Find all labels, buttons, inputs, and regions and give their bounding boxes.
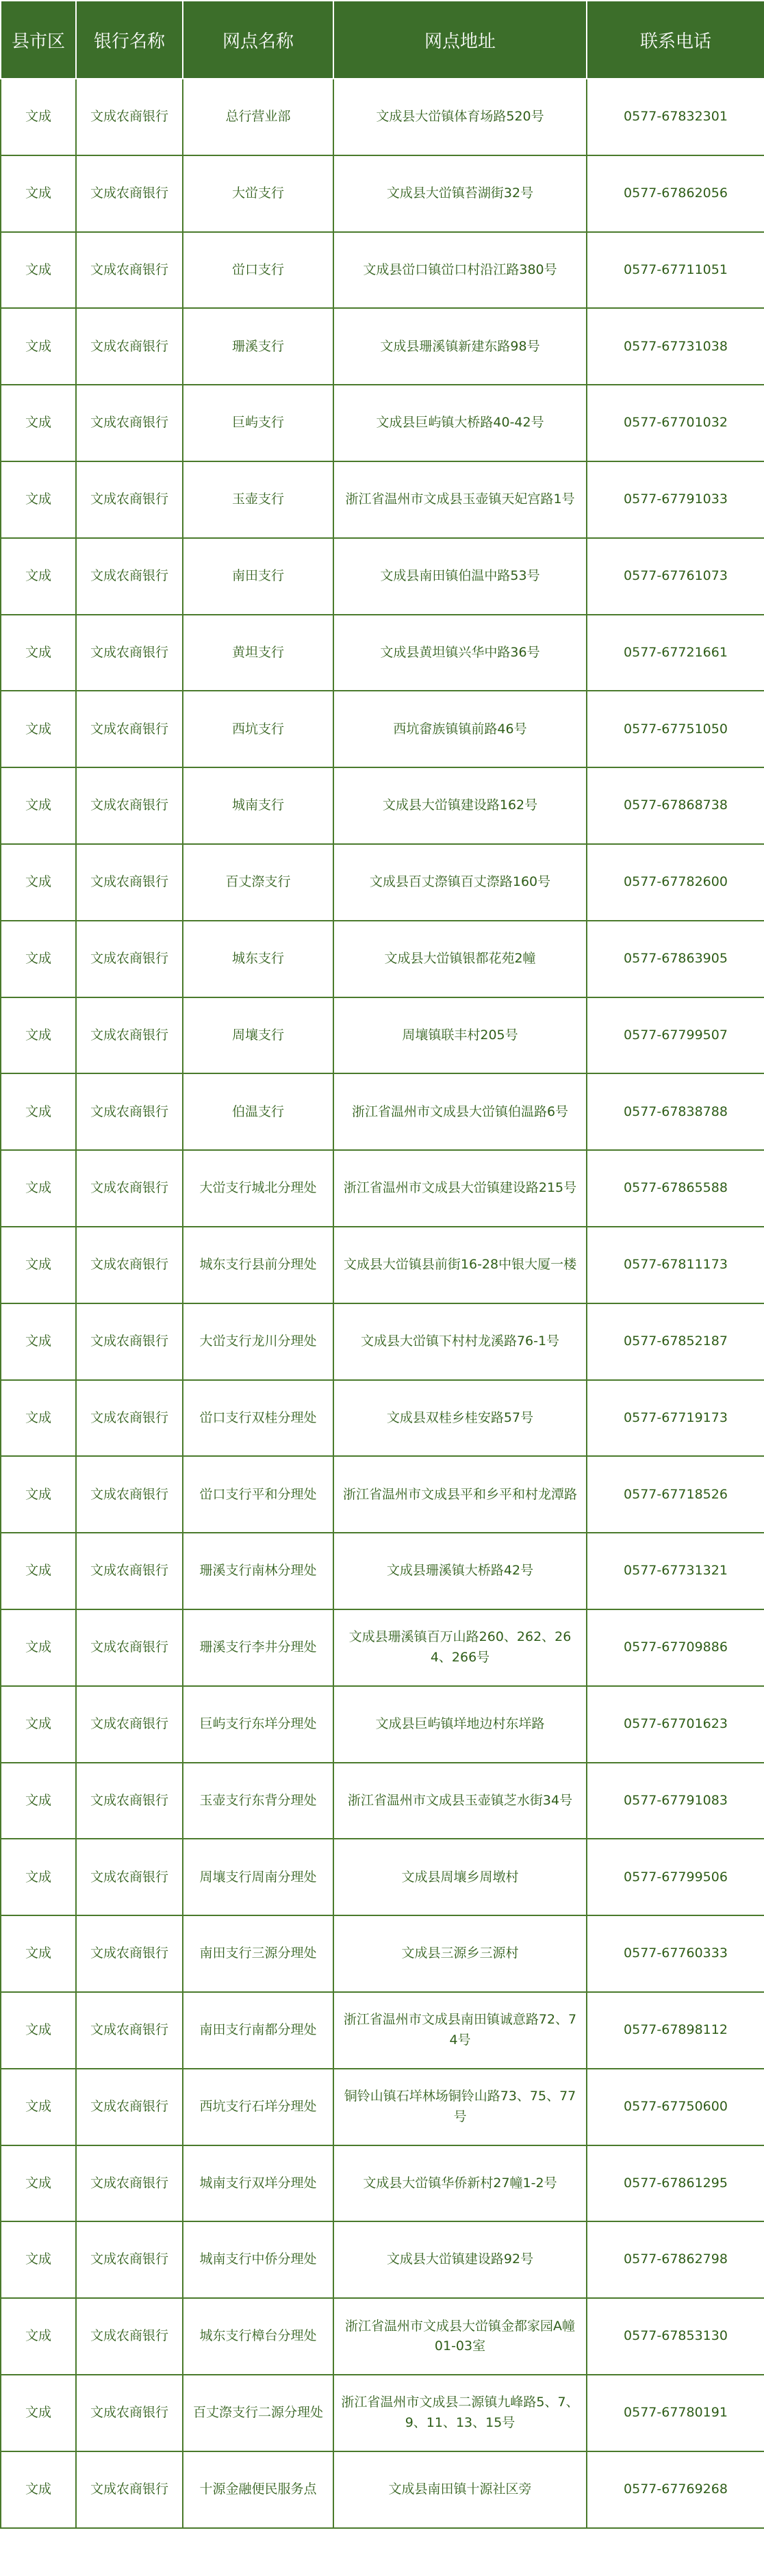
cell-county: 文成 — [1, 232, 76, 309]
table-row — [1, 2069, 764, 2145]
table-row — [1, 2375, 764, 2451]
table-row — [1, 1609, 764, 1686]
cell-branch-address: 浙江省温州市文成县玉壶镇天妃宫路1号 — [333, 461, 587, 538]
cell-phone: 0577-67862056 — [587, 155, 764, 232]
cell-bank-name: 文成农商银行 — [76, 308, 183, 385]
cell-phone: 0577-67863905 — [587, 921, 764, 997]
cell-phone: 0577-67719173 — [587, 1380, 764, 1457]
cell-phone: 0577-67832301 — [587, 79, 764, 155]
cell-branch-address: 文成县南田镇伯温中路53号 — [333, 538, 587, 615]
table-row — [1, 1303, 764, 1380]
cell-branch-address: 文成县珊溪镇大桥路42号 — [333, 1533, 587, 1609]
cell-bank-name: 文成农商银行 — [76, 997, 183, 1074]
cell-phone: 0577-67791033 — [587, 461, 764, 538]
cell-bank-name: 文成农商银行 — [76, 1992, 183, 2069]
cell-branch-address: 浙江省温州市文成县大峃镇金都家园A幢01-03室 — [333, 2298, 587, 2375]
cell-phone: 0577-67701032 — [587, 385, 764, 461]
cell-bank-name: 文成农商银行 — [76, 1533, 183, 1609]
cell-phone: 0577-67782600 — [587, 844, 764, 921]
cell-phone: 0577-67852187 — [587, 1303, 764, 1380]
table-row — [1, 1992, 764, 2069]
cell-county: 文成 — [1, 1839, 76, 1915]
header-county: 县市区 — [1, 1, 76, 79]
cell-phone: 0577-67731038 — [587, 308, 764, 385]
cell-branch-name: 珊溪支行南林分理处 — [183, 1533, 333, 1609]
cell-branch-address: 文成县大峃镇银都花苑2幢 — [333, 921, 587, 997]
cell-branch-address: 文成县双桂乡桂安路57号 — [333, 1380, 587, 1457]
table-row — [1, 79, 764, 155]
cell-branch-address: 文成县南田镇十源社区旁 — [333, 2451, 587, 2528]
cell-phone: 0577-67838788 — [587, 1073, 764, 1150]
cell-phone: 0577-67780191 — [587, 2375, 764, 2451]
table-row — [1, 1456, 764, 1533]
cell-branch-name: 城东支行 — [183, 921, 333, 997]
cell-county: 文成 — [1, 155, 76, 232]
table-row — [1, 1686, 764, 1763]
cell-county: 文成 — [1, 2221, 76, 2298]
cell-county: 文成 — [1, 1227, 76, 1303]
cell-county: 文成 — [1, 2375, 76, 2451]
cell-branch-name: 西坑支行 — [183, 691, 333, 767]
cell-branch-address: 文成县大峃镇苔湖街32号 — [333, 155, 587, 232]
cell-branch-name: 周壤支行周南分理处 — [183, 1839, 333, 1915]
cell-branch-name: 峃口支行平和分理处 — [183, 1456, 333, 1533]
cell-phone: 0577-67751050 — [587, 691, 764, 767]
cell-phone: 0577-67721661 — [587, 615, 764, 691]
cell-branch-name: 巨屿支行东垟分理处 — [183, 1686, 333, 1763]
cell-phone: 0577-67898112 — [587, 1992, 764, 2069]
cell-phone: 0577-67711051 — [587, 232, 764, 309]
cell-bank-name: 文成农商银行 — [76, 1763, 183, 1839]
table-row — [1, 1227, 764, 1303]
table-body — [1, 79, 764, 2528]
cell-branch-name: 黄坦支行 — [183, 615, 333, 691]
cell-phone: 0577-67769268 — [587, 2451, 764, 2528]
table-row — [1, 1763, 764, 1839]
cell-bank-name: 文成农商银行 — [76, 767, 183, 844]
cell-branch-address: 文成县大峃镇体育场路520号 — [333, 79, 587, 155]
cell-branch-name: 南田支行南都分理处 — [183, 1992, 333, 2069]
header-phone: 联系电话 — [587, 1, 764, 79]
cell-branch-address: 浙江省温州市文成县大峃镇伯温路6号 — [333, 1073, 587, 1150]
cell-bank-name: 文成农商银行 — [76, 1227, 183, 1303]
cell-branch-address: 浙江省温州市文成县玉壶镇芝水街34号 — [333, 1763, 587, 1839]
table-row — [1, 2451, 764, 2528]
cell-branch-address: 浙江省温州市文成县平和乡平和村龙潭路 — [333, 1456, 587, 1533]
cell-county: 文成 — [1, 2298, 76, 2375]
cell-branch-name: 大峃支行 — [183, 155, 333, 232]
cell-county: 文成 — [1, 2069, 76, 2145]
table-row — [1, 844, 764, 921]
cell-county: 文成 — [1, 1150, 76, 1227]
cell-bank-name: 文成农商银行 — [76, 2298, 183, 2375]
cell-county: 文成 — [1, 385, 76, 461]
cell-bank-name: 文成农商银行 — [76, 1150, 183, 1227]
cell-branch-name: 城东支行县前分理处 — [183, 1227, 333, 1303]
cell-county: 文成 — [1, 308, 76, 385]
cell-bank-name: 文成农商银行 — [76, 844, 183, 921]
cell-county: 文成 — [1, 79, 76, 155]
cell-branch-address: 文成县巨屿镇垟地边村东垟路 — [333, 1686, 587, 1763]
cell-branch-name: 城东支行樟台分理处 — [183, 2298, 333, 2375]
cell-phone: 0577-67799506 — [587, 1839, 764, 1915]
cell-bank-name: 文成农商银行 — [76, 615, 183, 691]
cell-branch-address: 文成县周壤乡周墩村 — [333, 1839, 587, 1915]
cell-phone: 0577-67750600 — [587, 2069, 764, 2145]
cell-phone: 0577-67865588 — [587, 1150, 764, 1227]
cell-branch-name: 峃口支行 — [183, 232, 333, 309]
cell-branch-name: 大峃支行龙川分理处 — [183, 1303, 333, 1380]
cell-county: 文成 — [1, 1915, 76, 1992]
cell-county: 文成 — [1, 997, 76, 1074]
table-row — [1, 997, 764, 1074]
cell-county: 文成 — [1, 767, 76, 844]
cell-bank-name: 文成农商银行 — [76, 79, 183, 155]
cell-bank-name: 文成农商银行 — [76, 2451, 183, 2528]
cell-branch-name: 十源金融便民服务点 — [183, 2451, 333, 2528]
cell-branch-name: 百丈漈支行 — [183, 844, 333, 921]
cell-branch-address: 铜铃山镇石垟林场铜铃山路73、75、77号 — [333, 2069, 587, 2145]
cell-branch-address: 文成县大峃镇华侨新村27幢1-2号 — [333, 2145, 587, 2222]
table-row — [1, 615, 764, 691]
cell-branch-address: 文成县大峃镇建设路92号 — [333, 2221, 587, 2298]
cell-bank-name: 文成农商银行 — [76, 461, 183, 538]
header-branch-address: 网点地址 — [333, 1, 587, 79]
cell-county: 文成 — [1, 1763, 76, 1839]
cell-phone: 0577-67761073 — [587, 538, 764, 615]
cell-phone: 0577-67853130 — [587, 2298, 764, 2375]
cell-bank-name: 文成农商银行 — [76, 2069, 183, 2145]
cell-branch-address: 文成县峃口镇峃口村沿江路380号 — [333, 232, 587, 309]
table-row — [1, 385, 764, 461]
cell-branch-address: 周壤镇联丰村205号 — [333, 997, 587, 1074]
table-row — [1, 2221, 764, 2298]
table-row — [1, 1380, 764, 1457]
cell-bank-name: 文成农商银行 — [76, 1380, 183, 1457]
cell-county: 文成 — [1, 1992, 76, 2069]
cell-phone: 0577-67731321 — [587, 1533, 764, 1609]
cell-phone: 0577-67709886 — [587, 1609, 764, 1686]
cell-branch-name: 城南支行双垟分理处 — [183, 2145, 333, 2222]
table-row — [1, 1915, 764, 1992]
cell-branch-address: 文成县珊溪镇新建东路98号 — [333, 308, 587, 385]
cell-branch-address: 浙江省温州市文成县大峃镇建设路215号 — [333, 1150, 587, 1227]
cell-branch-address: 文成县大峃镇县前街16-28中银大厦一楼 — [333, 1227, 587, 1303]
header-bank-name: 银行名称 — [76, 1, 183, 79]
cell-branch-name: 南田支行三源分理处 — [183, 1915, 333, 1992]
cell-branch-name: 伯温支行 — [183, 1073, 333, 1150]
cell-bank-name: 文成农商银行 — [76, 691, 183, 767]
table-row — [1, 691, 764, 767]
cell-bank-name: 文成农商银行 — [76, 2145, 183, 2222]
cell-bank-name: 文成农商银行 — [76, 1303, 183, 1380]
table-row — [1, 2145, 764, 2222]
cell-phone: 0577-67760333 — [587, 1915, 764, 1992]
cell-county: 文成 — [1, 2451, 76, 2528]
cell-phone: 0577-67862798 — [587, 2221, 764, 2298]
cell-branch-address: 西坑畲族镇镇前路46号 — [333, 691, 587, 767]
table-row — [1, 1150, 764, 1227]
cell-branch-name: 玉壶支行 — [183, 461, 333, 538]
cell-bank-name: 文成农商银行 — [76, 232, 183, 309]
cell-county: 文成 — [1, 1456, 76, 1533]
cell-branch-name: 峃口支行双桂分理处 — [183, 1380, 333, 1457]
cell-county: 文成 — [1, 1303, 76, 1380]
table-row — [1, 155, 764, 232]
table-header-row — [1, 1, 764, 79]
cell-bank-name: 文成农商银行 — [76, 2375, 183, 2451]
cell-branch-name: 城南支行 — [183, 767, 333, 844]
cell-branch-address: 文成县珊溪镇百万山路260、262、264、266号 — [333, 1609, 587, 1686]
cell-bank-name: 文成农商银行 — [76, 538, 183, 615]
cell-branch-name: 百丈漈支行二源分理处 — [183, 2375, 333, 2451]
cell-branch-address: 浙江省温州市文成县南田镇诚意路72、74号 — [333, 1992, 587, 2069]
cell-phone: 0577-67811173 — [587, 1227, 764, 1303]
cell-bank-name: 文成农商银行 — [76, 1686, 183, 1763]
table-row — [1, 1073, 764, 1150]
cell-branch-name: 珊溪支行李井分理处 — [183, 1609, 333, 1686]
cell-county: 文成 — [1, 615, 76, 691]
cell-phone: 0577-67868738 — [587, 767, 764, 844]
table-row — [1, 921, 764, 997]
cell-branch-address: 文成县大峃镇建设路162号 — [333, 767, 587, 844]
cell-county: 文成 — [1, 461, 76, 538]
cell-branch-name: 大峃支行城北分理处 — [183, 1150, 333, 1227]
cell-branch-address: 文成县黄坦镇兴华中路36号 — [333, 615, 587, 691]
cell-branch-address: 浙江省温州市文成县二源镇九峰路5、7、9、11、13、15号 — [333, 2375, 587, 2451]
cell-branch-address: 文成县百丈漈镇百丈漈路160号 — [333, 844, 587, 921]
cell-county: 文成 — [1, 1609, 76, 1686]
cell-phone: 0577-67861295 — [587, 2145, 764, 2222]
cell-phone: 0577-67799507 — [587, 997, 764, 1074]
cell-county: 文成 — [1, 1533, 76, 1609]
cell-bank-name: 文成农商银行 — [76, 1839, 183, 1915]
cell-bank-name: 文成农商银行 — [76, 2221, 183, 2298]
cell-branch-address: 文成县大峃镇下村村龙溪路76-1号 — [333, 1303, 587, 1380]
cell-branch-name: 总行营业部 — [183, 79, 333, 155]
cell-phone: 0577-67718526 — [587, 1456, 764, 1533]
table-row — [1, 232, 764, 309]
cell-bank-name: 文成农商银行 — [76, 921, 183, 997]
cell-phone: 0577-67791083 — [587, 1763, 764, 1839]
cell-bank-name: 文成农商银行 — [76, 1073, 183, 1150]
table-row — [1, 308, 764, 385]
cell-bank-name: 文成农商银行 — [76, 1915, 183, 1992]
cell-branch-address: 文成县三源乡三源村 — [333, 1915, 587, 1992]
cell-county: 文成 — [1, 1686, 76, 1763]
cell-branch-name: 玉壶支行东背分理处 — [183, 1763, 333, 1839]
cell-bank-name: 文成农商银行 — [76, 1456, 183, 1533]
cell-branch-name: 巨屿支行 — [183, 385, 333, 461]
cell-branch-name: 珊溪支行 — [183, 308, 333, 385]
cell-county: 文成 — [1, 1073, 76, 1150]
cell-bank-name: 文成农商银行 — [76, 385, 183, 461]
table-row — [1, 767, 764, 844]
cell-branch-name: 周壤支行 — [183, 997, 333, 1074]
cell-bank-name: 文成农商银行 — [76, 155, 183, 232]
cell-branch-name: 西坑支行石垟分理处 — [183, 2069, 333, 2145]
cell-county: 文成 — [1, 844, 76, 921]
cell-county: 文成 — [1, 538, 76, 615]
table-row — [1, 538, 764, 615]
table-row — [1, 1533, 764, 1609]
cell-county: 文成 — [1, 2145, 76, 2222]
cell-bank-name: 文成农商银行 — [76, 1609, 183, 1686]
cell-county: 文成 — [1, 1380, 76, 1457]
cell-county: 文成 — [1, 921, 76, 997]
table-row — [1, 1839, 764, 1915]
cell-county: 文成 — [1, 691, 76, 767]
header-branch-name: 网点名称 — [183, 1, 333, 79]
cell-branch-name: 城南支行中侨分理处 — [183, 2221, 333, 2298]
table-row — [1, 461, 764, 538]
cell-branch-name: 南田支行 — [183, 538, 333, 615]
cell-phone: 0577-67701623 — [587, 1686, 764, 1763]
table-row — [1, 2298, 764, 2375]
cell-branch-address: 文成县巨屿镇大桥路40-42号 — [333, 385, 587, 461]
